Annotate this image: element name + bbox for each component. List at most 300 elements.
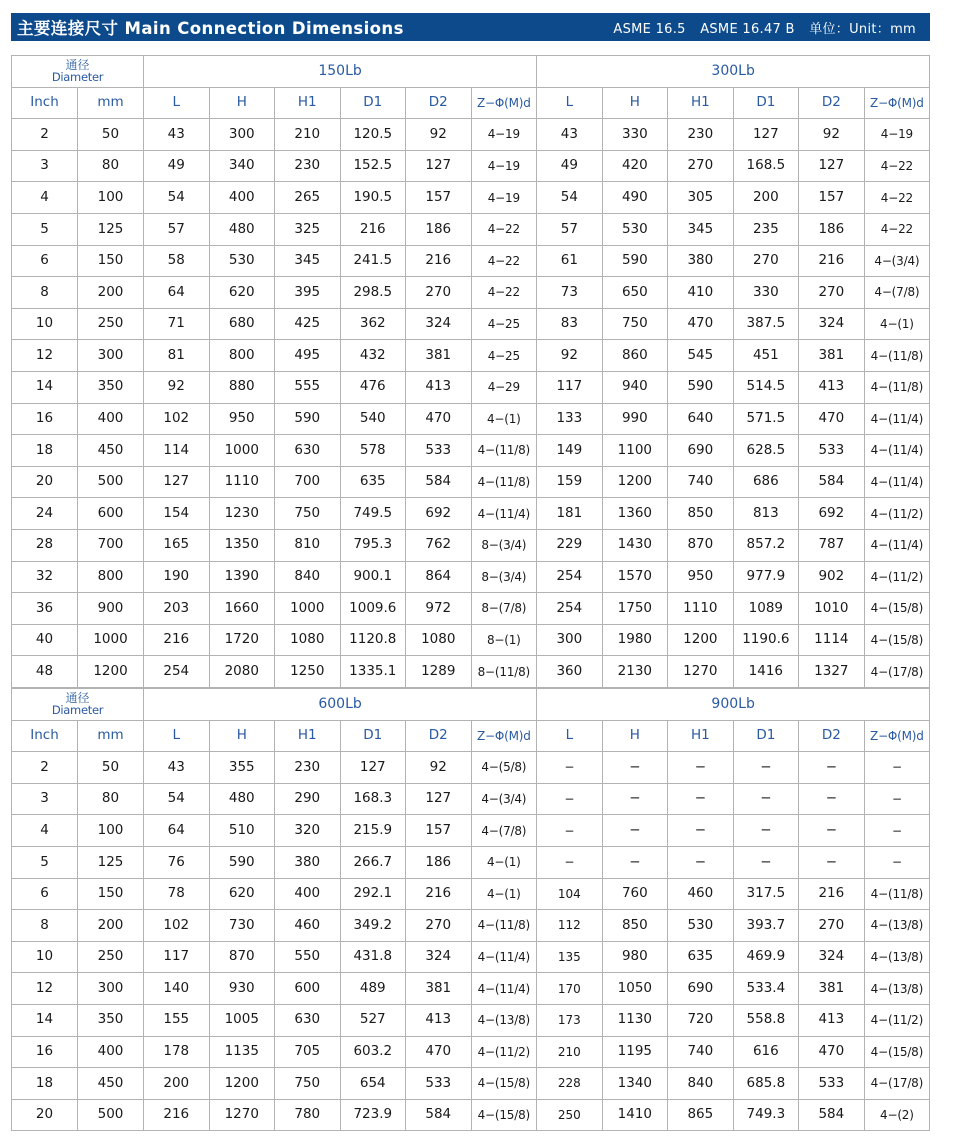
table-cell: 470 [799, 1036, 865, 1068]
table-cell: 800 [78, 561, 144, 593]
table-cell: 216 [144, 1099, 210, 1131]
table-row [12, 593, 930, 625]
table-cell: 381 [799, 973, 865, 1005]
table-cell: 1430 [602, 529, 668, 561]
table-cell: 18 [12, 435, 78, 467]
table-cell: 4−(15/8) [471, 1068, 537, 1100]
col-header-d1: D1 [340, 720, 406, 752]
table-cell: 16 [12, 403, 78, 435]
table-cell: 4−(13/8) [864, 910, 930, 942]
table-cell: 555 [275, 371, 341, 403]
table-cell: 4−(11/4) [864, 466, 930, 498]
table-row [12, 561, 930, 593]
table-cell: 8−(3/4) [471, 529, 537, 561]
table-cell: 584 [799, 466, 865, 498]
table-cell: 620 [209, 878, 275, 910]
table-cell: 32 [12, 561, 78, 593]
col-header-z-phi: Z−Φ(M)d [471, 87, 537, 119]
table-cell: 1390 [209, 561, 275, 593]
table-cell: 102 [144, 403, 210, 435]
table-cell: 750 [602, 308, 668, 340]
table-cell: 104 [537, 878, 603, 910]
table-cell: 300 [209, 119, 275, 151]
unit-label: 单位：Unit：mm [809, 21, 916, 37]
table-cell: 600 [78, 498, 144, 530]
table-cell: 533 [406, 435, 472, 467]
col-header-h1: H1 [668, 720, 734, 752]
table-cell: − [537, 783, 603, 815]
table-cell: 571.5 [733, 403, 799, 435]
table-cell: 127 [799, 150, 865, 182]
table-cell: 4−(17/8) [864, 656, 930, 688]
table-cell: 690 [668, 435, 734, 467]
table-cell: 4−(15/8) [864, 1036, 930, 1068]
table-row [12, 150, 930, 182]
col-header-d2: D2 [799, 87, 865, 119]
table-cell: 750 [275, 498, 341, 530]
table-cell: 1050 [602, 973, 668, 1005]
table-cell: 127 [340, 752, 406, 784]
table-cell: 635 [668, 941, 734, 973]
table-cell: 320 [275, 815, 341, 847]
table-cell: 813 [733, 498, 799, 530]
table-cell: 190 [144, 561, 210, 593]
table-cell: 1130 [602, 1004, 668, 1036]
table-cell: 80 [78, 150, 144, 182]
table-cell: 4−(11/2) [864, 498, 930, 530]
table-cell: 1114 [799, 624, 865, 656]
col-header-h1: H1 [275, 720, 341, 752]
table-cell: 3 [12, 783, 78, 815]
table-cell: 61 [537, 245, 603, 277]
table-cell: 270 [406, 277, 472, 309]
table-cell: 762 [406, 529, 472, 561]
table-cell: 1009.6 [340, 593, 406, 625]
table-cell: 470 [406, 403, 472, 435]
table-cell: 92 [799, 119, 865, 151]
table-row [12, 277, 930, 309]
table-cell: 4−19 [471, 119, 537, 151]
table-row [12, 656, 930, 688]
table-cell: 40 [12, 624, 78, 656]
table-row [12, 435, 930, 467]
table-cell: 4−22 [864, 150, 930, 182]
table-cell: 4−(13/8) [471, 1004, 537, 1036]
table-row [12, 245, 930, 277]
table-cell: − [668, 846, 734, 878]
table-cell: 1230 [209, 498, 275, 530]
table-cell: 4−22 [864, 213, 930, 245]
standards-and-unit [603, 18, 916, 37]
table-cell: 200 [733, 182, 799, 214]
table-cell: 324 [406, 308, 472, 340]
table-cell: − [668, 752, 734, 784]
table-cell: 1340 [602, 1068, 668, 1100]
table-cell: 1327 [799, 656, 865, 688]
table-cell: 940 [602, 371, 668, 403]
table-cell: 10 [12, 308, 78, 340]
table-cell: − [668, 783, 734, 815]
table-cell: 413 [799, 1004, 865, 1036]
table-cell: 6 [12, 245, 78, 277]
table-cell: 1750 [602, 593, 668, 625]
table-cell: 157 [799, 182, 865, 214]
table-cell: 690 [668, 973, 734, 1005]
table-cell: 700 [78, 529, 144, 561]
table-cell: 80 [78, 783, 144, 815]
table-cell: 241.5 [340, 245, 406, 277]
col-header-d1: D1 [733, 720, 799, 752]
table-row [12, 403, 930, 435]
table-cell: 432 [340, 340, 406, 372]
table-cell: 71 [144, 308, 210, 340]
table-cell: 381 [406, 340, 472, 372]
diameter-en-label: Diameter [51, 702, 104, 717]
table-cell: 235 [733, 213, 799, 245]
table-cell: 400 [78, 403, 144, 435]
table-cell: 4−(3/4) [471, 783, 537, 815]
table-row [12, 941, 930, 973]
table-cell: 685.8 [733, 1068, 799, 1100]
table-cell: 157 [406, 815, 472, 847]
table-cell: 4−(11/4) [864, 529, 930, 561]
table-cell: 4−(13/8) [864, 941, 930, 973]
table-cell: 4−(11/2) [864, 1004, 930, 1036]
table-cell: 425 [275, 308, 341, 340]
diameter-cn-label: 通径 [65, 57, 90, 72]
col-header-h: H [602, 720, 668, 752]
table-cell: 900.1 [340, 561, 406, 593]
table-cell: 860 [602, 340, 668, 372]
table-cell: 120.5 [340, 119, 406, 151]
table-cell: 630 [275, 1004, 341, 1036]
table-cell: 190.5 [340, 182, 406, 214]
table-cell: 78 [144, 878, 210, 910]
diameter-en-label: Diameter [51, 69, 104, 84]
table-cell: 584 [799, 1099, 865, 1131]
table-cell: 92 [144, 371, 210, 403]
table-cell: 18 [12, 1068, 78, 1100]
table-cell: 4−19 [471, 150, 537, 182]
table-cell: 181 [537, 498, 603, 530]
table-cell: 230 [275, 752, 341, 784]
table-cell: 490 [602, 182, 668, 214]
table-cell: 972 [406, 593, 472, 625]
table-cell: 270 [406, 910, 472, 942]
table-cell: 73 [537, 277, 603, 309]
table-cell: 4−22 [471, 277, 537, 309]
table-cell: 4 [12, 182, 78, 214]
table-cell: 4−(7/8) [471, 815, 537, 847]
table-cell: 127 [406, 150, 472, 182]
table-cell: 345 [668, 213, 734, 245]
table-cell: 127 [406, 783, 472, 815]
table-cell: 1000 [209, 435, 275, 467]
table-cell: 4−22 [864, 182, 930, 214]
table-cell: 300 [78, 340, 144, 372]
table-row [12, 182, 930, 214]
table-cell: 840 [275, 561, 341, 593]
table-cell: 550 [275, 941, 341, 973]
table-cell: 400 [275, 878, 341, 910]
table-cell: 857.2 [733, 529, 799, 561]
table-cell: 173 [537, 1004, 603, 1036]
table-row [12, 119, 930, 151]
table-cell: 2 [12, 752, 78, 784]
table-cell: − [864, 815, 930, 847]
table-row [12, 1004, 930, 1036]
inch-header: Inch [12, 720, 78, 752]
col-header-h1: H1 [275, 87, 341, 119]
table-cell: 330 [602, 119, 668, 151]
diameter-header [12, 56, 144, 88]
table-cell: 723.9 [340, 1099, 406, 1131]
table-row [12, 1068, 930, 1100]
page-title: 主要连接尺寸 Main Connection Dimensions [17, 19, 404, 38]
table-cell: 1110 [668, 593, 734, 625]
col-header-l: L [537, 720, 603, 752]
table-cell: 4−19 [864, 119, 930, 151]
class-300lb-header: 300Lb [537, 56, 930, 88]
table-cell: 1190.6 [733, 624, 799, 656]
table-cell: 4−(11/4) [864, 403, 930, 435]
table-cell: 730 [209, 910, 275, 942]
table-cell: 1200 [602, 466, 668, 498]
table-cell: 381 [799, 340, 865, 372]
table-cell: 950 [668, 561, 734, 593]
table-cell: 127 [733, 119, 799, 151]
table-cell: 157 [406, 182, 472, 214]
col-header-l: L [144, 720, 210, 752]
table-cell: 149 [537, 435, 603, 467]
table-cell: 1416 [733, 656, 799, 688]
table-cell: 170 [537, 973, 603, 1005]
table-cell: 500 [78, 466, 144, 498]
table-cell: 200 [78, 910, 144, 942]
table-cell: 250 [537, 1099, 603, 1131]
table-cell: 635 [340, 466, 406, 498]
table-cell: 510 [209, 815, 275, 847]
table-cell: 24 [12, 498, 78, 530]
diameter-cn-label: 通径 [65, 690, 90, 705]
table-cell: 117 [144, 941, 210, 973]
table-cell: 81 [144, 340, 210, 372]
table-cell: 527 [340, 1004, 406, 1036]
table-cell: 460 [275, 910, 341, 942]
table-cell: 533 [799, 1068, 865, 1100]
table-cell: 533 [406, 1068, 472, 1100]
table-row [12, 752, 930, 784]
table-cell: 4−29 [471, 371, 537, 403]
table-cell: − [864, 846, 930, 878]
table-cell: 590 [668, 371, 734, 403]
table-cell: − [864, 752, 930, 784]
table-cell: 43 [144, 119, 210, 151]
table-cell: 4−(13/8) [864, 973, 930, 1005]
table-cell: 850 [668, 498, 734, 530]
table-cell: 810 [275, 529, 341, 561]
table-cell: 584 [406, 1099, 472, 1131]
table-cell: 4−(15/8) [864, 624, 930, 656]
table-cell: 395 [275, 277, 341, 309]
table-cell: 620 [209, 277, 275, 309]
table-cell: 102 [144, 910, 210, 942]
table-cell: 787 [799, 529, 865, 561]
table-cell: 125 [78, 846, 144, 878]
table-cell: 800 [209, 340, 275, 372]
table-cell: 470 [799, 403, 865, 435]
table-cell: 1980 [602, 624, 668, 656]
table-cell: 750 [275, 1068, 341, 1100]
table-cell: 387.5 [733, 308, 799, 340]
table-cell: 4−(11/8) [864, 340, 930, 372]
table-cell: 150 [78, 245, 144, 277]
table-cell: 1000 [275, 593, 341, 625]
table-cell: 640 [668, 403, 734, 435]
table-cell: 58 [144, 245, 210, 277]
col-header-z-phi: Z−Φ(M)d [471, 720, 537, 752]
table-row [12, 466, 930, 498]
table-cell: 380 [275, 846, 341, 878]
table-cell: 305 [668, 182, 734, 214]
table-cell: 8−(11/8) [471, 656, 537, 688]
table-cell: 270 [799, 910, 865, 942]
table-cell: 530 [209, 245, 275, 277]
table-cell: 410 [668, 277, 734, 309]
table-row [12, 973, 930, 1005]
table-cell: 450 [78, 1068, 144, 1100]
table-cell: 178 [144, 1036, 210, 1068]
table-cell: 4−(1) [864, 308, 930, 340]
table-row [12, 815, 930, 847]
table-cell: 127 [144, 466, 210, 498]
col-header-d2: D2 [406, 87, 472, 119]
table-cell: 4−(11/4) [471, 973, 537, 1005]
table-cell: 578 [340, 435, 406, 467]
table-cell: 48 [12, 656, 78, 688]
col-header-d1: D1 [340, 87, 406, 119]
table-cell: 340 [209, 150, 275, 182]
table-cell: 28 [12, 529, 78, 561]
table-cell: 8 [12, 277, 78, 309]
col-header-d1: D1 [733, 87, 799, 119]
table-cell: − [799, 783, 865, 815]
table-cell: 216 [799, 878, 865, 910]
col-header-z-phi: Z−Φ(M)d [864, 720, 930, 752]
table-cell: 840 [668, 1068, 734, 1100]
table-cell: 8−(7/8) [471, 593, 537, 625]
standard-asme-16-47-b: ASME 16.47 B [700, 21, 795, 37]
table-cell: 324 [406, 941, 472, 973]
table-cell: 135 [537, 941, 603, 973]
table-row [12, 529, 930, 561]
class-900lb-header: 900Lb [537, 689, 930, 721]
table-cell: 216 [340, 213, 406, 245]
table-cell: 470 [668, 308, 734, 340]
table-cell: 1120.8 [340, 624, 406, 656]
table-cell: 2130 [602, 656, 668, 688]
table-cell: 900 [78, 593, 144, 625]
table-cell: 215.9 [340, 815, 406, 847]
table-cell: 540 [340, 403, 406, 435]
table-cell: 140 [144, 973, 210, 1005]
table-cell: 4 [12, 815, 78, 847]
table-cell: 630 [275, 435, 341, 467]
table-cell: 4−(11/8) [864, 878, 930, 910]
table-cell: 14 [12, 1004, 78, 1036]
table-cell: 650 [602, 277, 668, 309]
table-cell: 4−(15/8) [864, 593, 930, 625]
table-row [12, 340, 930, 372]
table-cell: 4−22 [471, 245, 537, 277]
table-cell: 380 [668, 245, 734, 277]
table-cell: 330 [733, 277, 799, 309]
table-cell: 4−25 [471, 308, 537, 340]
table-cell: 795.3 [340, 529, 406, 561]
table-cell: 1195 [602, 1036, 668, 1068]
table-cell: 1100 [602, 435, 668, 467]
table-cell: 3 [12, 150, 78, 182]
table-cell: 460 [668, 878, 734, 910]
inch-header: Inch [12, 87, 78, 119]
table-cell: 36 [12, 593, 78, 625]
table-cell: 64 [144, 277, 210, 309]
table-cell: 5 [12, 213, 78, 245]
table-cell: 705 [275, 1036, 341, 1068]
table-cell: 4−(2) [864, 1099, 930, 1131]
table-cell: − [668, 815, 734, 847]
table-cell: 450 [78, 435, 144, 467]
diameter-header [12, 689, 144, 721]
class-600lb-header: 600Lb [144, 689, 537, 721]
table-cell: 1200 [668, 624, 734, 656]
table-cell: − [537, 846, 603, 878]
table-cell: 584 [406, 466, 472, 498]
table-cell: 6 [12, 878, 78, 910]
table-cell: − [799, 846, 865, 878]
table-cell: 20 [12, 466, 78, 498]
table-cell: 4−(11/8) [864, 371, 930, 403]
group-header-row [12, 689, 930, 721]
table-cell: 14 [12, 371, 78, 403]
table-cell: 880 [209, 371, 275, 403]
table-cell: 1005 [209, 1004, 275, 1036]
table-cell: 270 [799, 277, 865, 309]
table-cell: 1089 [733, 593, 799, 625]
table-row [12, 1099, 930, 1131]
table-cell: 500 [78, 1099, 144, 1131]
table-cell: 254 [537, 593, 603, 625]
table-cell: 100 [78, 815, 144, 847]
table-cell: 200 [78, 277, 144, 309]
table-cell: 8 [12, 910, 78, 942]
table-cell: 54 [144, 182, 210, 214]
table-cell: − [799, 752, 865, 784]
table-cell: 1335.1 [340, 656, 406, 688]
table-cell: 530 [668, 910, 734, 942]
table-cell: 393.7 [733, 910, 799, 942]
table-cell: 720 [668, 1004, 734, 1036]
table-cell: 230 [668, 119, 734, 151]
table-cell: 4−(11/4) [471, 498, 537, 530]
table-cell: 4−(11/8) [471, 435, 537, 467]
table-cell: 43 [537, 119, 603, 151]
table-cell: 533 [799, 435, 865, 467]
table-cell: 692 [799, 498, 865, 530]
table-cell: 186 [799, 213, 865, 245]
table-cell: 300 [537, 624, 603, 656]
table-cell: 1720 [209, 624, 275, 656]
